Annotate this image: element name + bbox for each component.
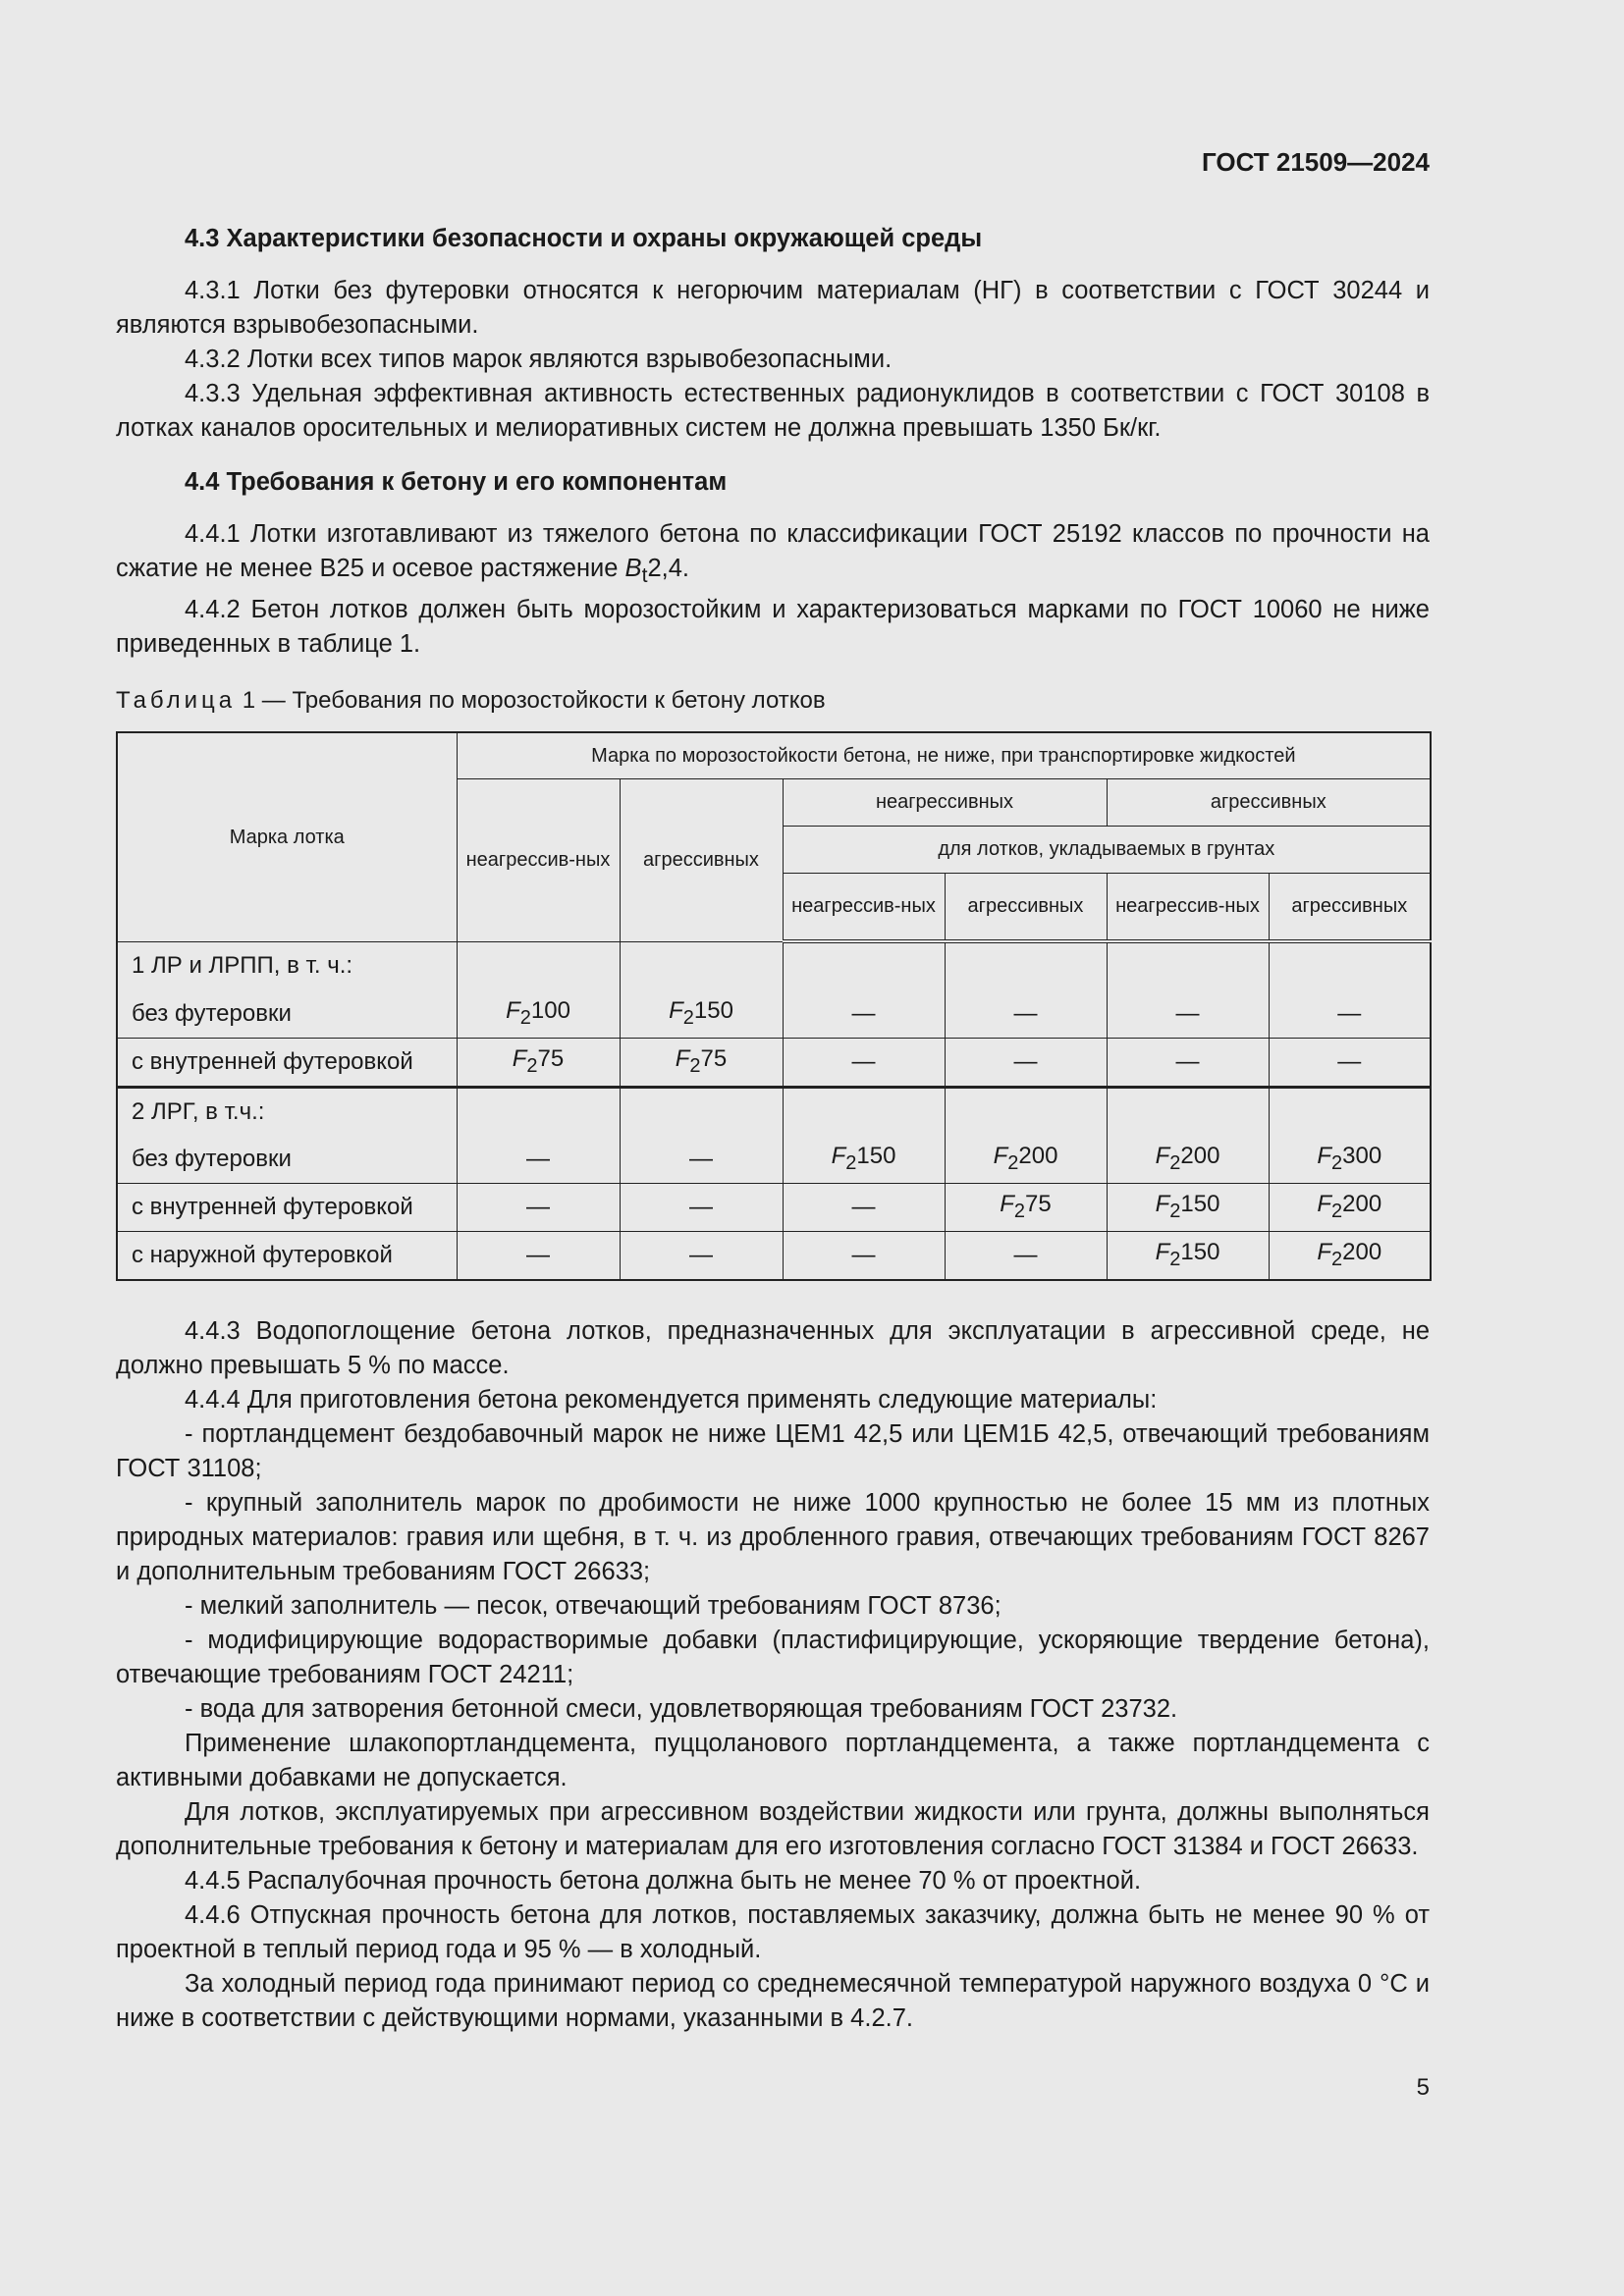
- table-caption-text: 1 — Требования по морозостойкости к бетону лотков: [242, 687, 826, 715]
- table-row: [117, 990, 1431, 1039]
- list-item: - крупный заполнитель марок по дробимости не ниже 1000 крупностью не более 15 мм из плотных природных материалов: гравия или щебня, в т. ч. из дробленного гравия, отвечающих требованиям ГОСТ 8267 и дополнительным требованиям ГОСТ 26633;: [116, 1489, 1430, 1586]
- table-cell: —: [457, 1232, 620, 1281]
- paragraph-4-4-3: 4.4.3 Водопоглощение бетона лотков, предназначенных для эксплуатации в агрессивной среде, не должно превышать 5 % по массе.: [116, 1317, 1430, 1380]
- header-mark: Марка лотка: [117, 732, 457, 941]
- table-caption: [116, 683, 1430, 718]
- table-cell: —: [620, 1232, 783, 1281]
- list-item: - модифицирующие водорастворимые добавки (пластифицирующие, ускоряющие твердение бетона), отвечающие требованиям ГОСТ 24211;: [116, 1627, 1430, 1689]
- table-cell: —: [945, 990, 1107, 1039]
- table-cell: $F_275$: [945, 1184, 1107, 1232]
- table-cell: —: [783, 1184, 945, 1232]
- header-soil: для лотков, укладываемых в грунтах: [783, 826, 1431, 873]
- table-cell: —: [620, 1184, 783, 1232]
- table-cell: $F_275$: [457, 1039, 620, 1088]
- paragraph-cold-period: За холодный период года принимают период со среднемесячной температурой наружного воздуха 0 °C и ниже в соответствии с действующими нормами, указанными в 4.2.7.: [116, 1970, 1430, 2033]
- header-sub-aggressive: агрессивных: [945, 873, 1107, 941]
- paragraph-4-3-3: 4.3.3 Удельная эффективная активность естественных радионуклидов в соответствии с ГОСТ 30108 в лотках каналов оросительных и мелиоративных систем не должна превышать 1350 Бк/кг.: [116, 380, 1430, 442]
- row-label: с внутренней футеровкой: [117, 1184, 457, 1232]
- paragraph-4-3-1: 4.3.1 Лотки без футеровки относятся к негорючим материалам (НГ) в соответствии с ГОСТ 30244 и являются взрывобезопасными.: [116, 277, 1430, 339]
- table-cell: —: [457, 1136, 620, 1184]
- table-cell: —: [1107, 990, 1269, 1039]
- table-cell: —: [945, 1039, 1107, 1088]
- header-aggressive-group: агрессивных: [1107, 778, 1431, 826]
- paragraph-aggressive: Для лотков, эксплуатируемых при агрессивном воздействии жидкости или грунта, должны выполняться дополнительные требования к бетону и материалам для его изготовления согласно ГОСТ 31384 и ГОСТ 26633.: [116, 1798, 1430, 1861]
- header-nonaggressive-group: неагрессивных: [783, 778, 1107, 826]
- header-sub-aggressive: агрессивных: [1269, 873, 1431, 941]
- group-1-title: 1 ЛР и ЛРПП, в т. ч.:: [117, 941, 457, 990]
- table-row: [117, 1184, 1431, 1232]
- list-item: - портландцемент бездобавочный марок не ниже ЦЕМ1 42,5 или ЦЕМ1Б 42,5, отвечающий требованиям ГОСТ 31108;: [116, 1420, 1430, 1483]
- table-cell: —: [457, 1184, 620, 1232]
- table-row: [117, 1136, 1431, 1184]
- header-sub-nonaggressive: неагрессив-ных: [783, 873, 945, 941]
- paragraph-4-4-1: 4.4.1 Лотки изготавливают из тяжелого бетона по классификации ГОСТ 25192 классов по прочности на сжатие не менее В25 и осевое растяжение $B_t2,4$.: [116, 520, 1430, 588]
- section-heading-4-3: 4.3 Характеристики безопасности и охраны окружающей среды: [185, 225, 983, 252]
- table-row: [117, 1039, 1431, 1088]
- paragraph-slag: Применение шлакопортландцемента, пуццоланового портландцемента, а также портландцемента с активными добавками не допускается.: [116, 1730, 1430, 1792]
- table-cell: $F_2150$: [783, 1136, 945, 1184]
- paragraph-4-4-5: 4.4.5 Распалубочная прочность бетона должна быть не менее 70 % от проектной.: [185, 1867, 1142, 1896]
- table-caption-prefix: Таблица: [116, 687, 237, 715]
- table-cell: —: [1269, 1039, 1431, 1088]
- table-cell: $F_2300$: [1269, 1136, 1431, 1184]
- header-aggressive: агрессивных: [620, 778, 783, 941]
- table-cell: $F_2150$: [1107, 1184, 1269, 1232]
- page-number: 5: [1416, 2074, 1430, 2101]
- table-cell: —: [1107, 1039, 1269, 1088]
- table-cell: $F_2100$: [457, 990, 620, 1039]
- table-cell: $F_2150$: [620, 990, 783, 1039]
- table-cell: —: [783, 990, 945, 1039]
- table-cell: —: [783, 1039, 945, 1088]
- frost-resistance-table: [116, 731, 1432, 1281]
- table-cell: $F_2200$: [945, 1136, 1107, 1184]
- paragraph-4-4-2: 4.4.2 Бетон лотков должен быть морозостойким и характеризоваться марками по ГОСТ 10060 не ниже приведенных в таблице 1.: [116, 596, 1430, 659]
- row-label: без футеровки: [117, 1136, 457, 1184]
- section-heading-4-4: 4.4 Требования к бетону и его компонентам: [185, 468, 728, 496]
- header-top: Марка по морозостойкости бетона, не ниже, при транспортировке жидкостей: [457, 732, 1431, 778]
- table-cell: —: [620, 1136, 783, 1184]
- table-cell: $F_2150$: [1107, 1232, 1269, 1281]
- table-cell: —: [945, 1232, 1107, 1281]
- paragraph-4-3-2: 4.3.2 Лотки всех типов марок являются взрывобезопасными.: [185, 346, 893, 373]
- document-body: [116, 222, 1430, 2036]
- table-cell: $F_275$: [620, 1039, 783, 1088]
- table-cell: —: [1269, 990, 1431, 1039]
- standard-header: ГОСТ 21509—2024: [1202, 147, 1430, 177]
- table-cell: $F_2200$: [1269, 1232, 1431, 1281]
- header-nonaggressive: неагрессив-ных: [457, 778, 620, 941]
- list-item: - вода для затворения бетонной смеси, удовлетворяющая требованиям ГОСТ 23732.: [185, 1695, 1178, 1724]
- list-item: - мелкий заполнитель — песок, отвечающий требованиям ГОСТ 8736;: [185, 1592, 1001, 1621]
- row-label: без футеровки: [117, 990, 457, 1039]
- group-2-title: 2 ЛРГ, в т.ч.:: [117, 1088, 457, 1137]
- table-cell: $F_2200$: [1107, 1136, 1269, 1184]
- table-row: [117, 1232, 1431, 1281]
- paragraph-4-4-4: 4.4.4 Для приготовления бетона рекомендуется применять следующие материалы:: [185, 1386, 1158, 1415]
- paragraph-4-4-6: 4.4.6 Отпускная прочность бетона для лотков, поставляемых заказчику, должна быть не менее 90 % от проектной в теплый период года и 95 % — в холодный.: [116, 1901, 1430, 1964]
- row-label: с наружной футеровкой: [117, 1232, 457, 1281]
- row-label: с внутренней футеровкой: [117, 1039, 457, 1088]
- header-sub-nonaggressive: неагрессив-ных: [1107, 873, 1269, 941]
- table-cell: $F_2200$: [1269, 1184, 1431, 1232]
- table-cell: —: [783, 1232, 945, 1281]
